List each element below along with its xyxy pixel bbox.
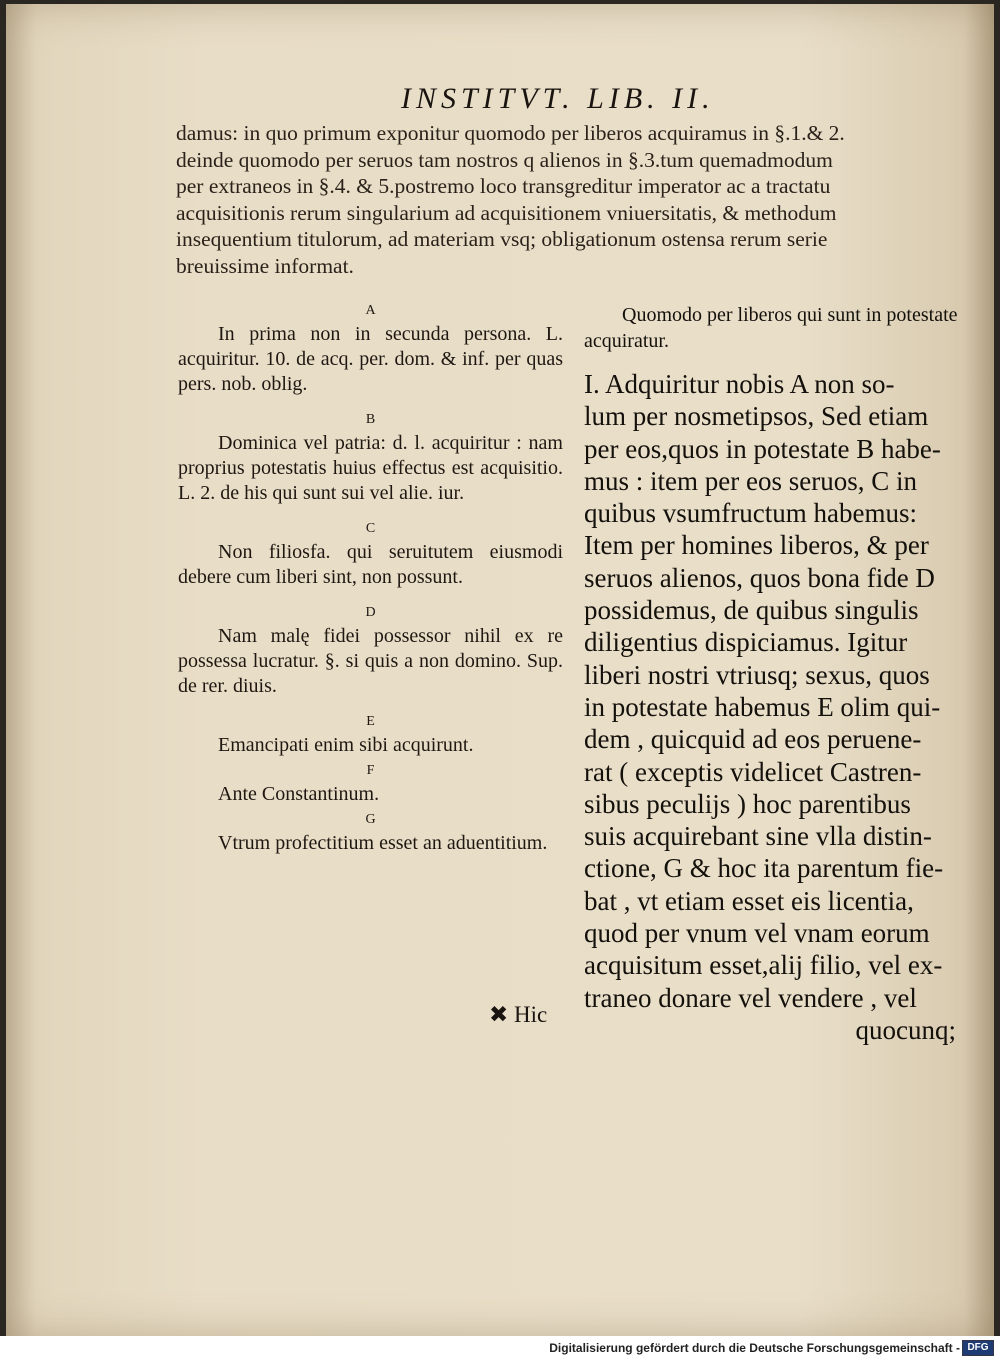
intro-line: acquisitionis rerum singularium ad acquisitionem vniuersitatis, & methodum xyxy=(176,200,837,225)
main-line: mus : item per eos seruos, C in xyxy=(584,465,917,496)
intro-line: per extraneos in §.4. & 5.postremo loco transgreditur imperator ac a tractatu xyxy=(176,174,831,198)
dfg-logo-icon: DFG xyxy=(962,1340,994,1356)
intro-line: damus: in quo primum exponitur quomodo per liberos acquiramus in §.1.& 2. xyxy=(176,121,845,145)
main-line: in potestate habemus E olim qui- xyxy=(584,691,941,722)
note-f xyxy=(178,762,563,807)
main-line: liberi nostri vtriusq; sexus, quos xyxy=(584,659,930,690)
catchword-right: quocunq; xyxy=(855,1014,956,1045)
main-line: sibus peculijs ) hoc parentibus xyxy=(584,788,911,819)
note-text: Vtrum profectitium esset an aduentitium. xyxy=(218,832,548,854)
running-head: INSTITVT. LIB. II. xyxy=(401,82,715,115)
note-letter: B xyxy=(365,412,376,427)
note-g xyxy=(178,811,563,856)
note-e xyxy=(178,713,563,758)
note-letter: F xyxy=(366,763,375,778)
note-letter: G xyxy=(365,812,376,827)
book-page xyxy=(6,4,994,1336)
catchword-left-text: Hic xyxy=(514,1002,548,1027)
main-line: bat , vt etiam esset eis licentia, xyxy=(584,885,914,916)
main-text-column xyxy=(584,302,959,1046)
catchword-left xyxy=(489,1002,547,1028)
intro-line: breuissime informat. xyxy=(176,253,354,278)
note-text: Emancipati enim sibi acquirunt. xyxy=(218,734,474,756)
main-line: diligentius dispiciamus. Igitur xyxy=(584,627,908,658)
note-letter: E xyxy=(366,714,375,729)
note-d xyxy=(178,604,563,699)
note-text: Ante Constantinum. xyxy=(218,783,380,805)
main-line: acquisitum esset,alij filio, vel ex- xyxy=(584,950,943,981)
note-text: Nam malę fidei possessor nihil ex re possessa lucratur. §. si quis a non domino. Sup. de rer. diuis. xyxy=(178,625,563,697)
intro-line: deinde quomodo per seruos tam nostros q alienos in §.3.tum quemadmodum xyxy=(176,147,833,172)
note-b xyxy=(178,411,563,506)
main-line: lum per nosmetipsos, Sed etiam xyxy=(584,401,929,432)
note-letter: A xyxy=(365,303,376,318)
main-line: dem , quicquid ad eos peruene- xyxy=(584,724,922,755)
main-line: suis acquirebant sine vlla distin- xyxy=(584,821,932,852)
note-a xyxy=(178,302,563,397)
note-text: In prima non in secunda persona. L. acquiritur. 10. de acq. per. dom. & inf. per quas pers. nob. oblig. xyxy=(178,323,563,395)
main-line: quod per vnum vel vnam eorum xyxy=(584,918,930,949)
rubric: Quomodo per liberos qui sunt in potestate acquiratur. xyxy=(584,304,958,352)
main-line: Item per homines liberos, & per xyxy=(584,530,929,561)
intro-paragraph xyxy=(176,120,966,279)
main-line: possidemus, de quibus singulis xyxy=(584,595,919,626)
main-line: rat ( exceptis videlicet Castren- xyxy=(584,756,922,787)
note-letter: C xyxy=(365,521,376,536)
main-line: seruos alienos, quos bona fide D xyxy=(584,562,935,593)
printer-mark-icon: ✖ xyxy=(489,1002,509,1027)
main-line: I. Adquiritur nobis A non so- xyxy=(584,369,895,399)
intro-line: insequentium titulorum, ad materiam vsq; obligationum ostensa rerum serie xyxy=(176,227,828,251)
main-text xyxy=(584,368,959,1014)
note-text: Non filiosfa. qui seruitutem eiusmodi debere cum liberi sint, non possunt. xyxy=(178,541,563,588)
main-line: quibus vsumfructum habemus: xyxy=(584,498,917,529)
note-text: Dominica vel patria: d. l. acquiritur : nam proprius potestatis huius effectus est acquisitio. L. 2. de his qui sunt sui vel alie. iur. xyxy=(178,432,563,504)
main-line: per eos,quos in potestate B habe- xyxy=(584,433,941,464)
note-c xyxy=(178,520,563,590)
main-line: traneo donare vel vendere , vel xyxy=(584,982,917,1013)
note-letter: D xyxy=(365,605,376,620)
marginal-notes-column xyxy=(178,302,563,870)
main-line: ctione, G & hoc ita parentum fie- xyxy=(584,853,944,884)
footer-credit: Digitalisierung gefördert durch die Deutsche Forschungsgemeinschaft - xyxy=(549,1341,960,1355)
